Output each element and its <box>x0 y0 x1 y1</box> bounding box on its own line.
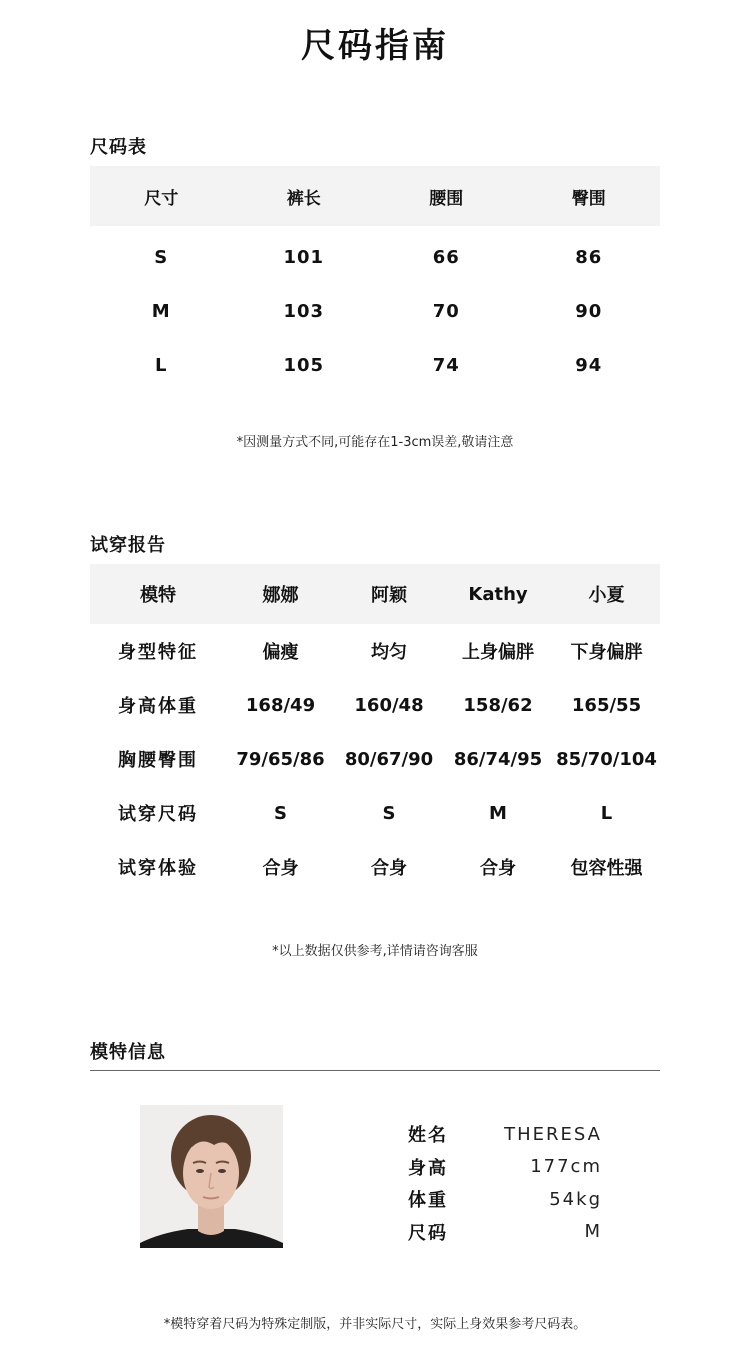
table-cell: 158/62 <box>463 694 533 716</box>
table-cell: 合身 <box>480 858 516 879</box>
table-cell: 70 <box>432 300 460 322</box>
table-row <box>90 678 660 732</box>
size-chart-note: *因测量方式不同,可能存在1-3cm误差,敬请注意 <box>236 435 514 450</box>
model-info-row <box>408 1118 602 1151</box>
table-row <box>90 732 660 786</box>
size-chart-header: 臀围 <box>571 188 606 209</box>
table-cell: 86/74/95 <box>453 748 543 770</box>
model-info-value: 54kg <box>549 1188 602 1210</box>
table-cell: 均匀 <box>371 642 407 663</box>
model-photo <box>140 1105 283 1248</box>
row-label: 身高体重 <box>118 696 198 717</box>
model-info-title: 模特信息 <box>90 1042 166 1063</box>
model-info-row <box>408 1216 602 1249</box>
table-cell: 105 <box>283 354 325 376</box>
table-cell: M <box>489 802 507 824</box>
table-row <box>90 338 660 392</box>
table-cell: 合身 <box>371 858 407 879</box>
table-cell: S <box>382 802 396 824</box>
table-cell: 94 <box>575 354 603 376</box>
model-info-value: 177cm <box>530 1156 602 1178</box>
model-info-label: 身高 <box>408 1157 448 1179</box>
table-cell: 90 <box>575 300 603 322</box>
table-cell: 86 <box>575 246 603 268</box>
table-cell: 80/67/90 <box>344 748 434 770</box>
table-cell: 101 <box>283 246 325 268</box>
row-label: 试穿尺码 <box>118 804 198 825</box>
size-chart-header: 尺寸 <box>144 188 179 209</box>
model-portrait-image <box>140 1105 283 1248</box>
section-divider <box>90 1070 660 1071</box>
size-chart-header: 腰围 <box>429 188 464 209</box>
model-info-list <box>408 1118 602 1248</box>
table-row <box>90 284 660 338</box>
table-cell: 偏瘦 <box>262 642 299 663</box>
fit-report-header: 小夏 <box>588 585 625 606</box>
table-cell: S <box>274 802 287 824</box>
table-cell: L <box>155 354 168 376</box>
table-cell: 165/55 <box>571 694 642 716</box>
size-chart-table <box>90 166 660 392</box>
table-cell: 74 <box>432 354 460 376</box>
row-label: 身型特征 <box>118 642 198 663</box>
fit-report-header: 娜娜 <box>262 585 299 606</box>
table-cell: 85/70/104 <box>556 748 657 770</box>
model-info-label: 姓名 <box>408 1125 448 1147</box>
table-cell: 66 <box>432 246 460 268</box>
table-row <box>90 840 660 894</box>
table-cell: S <box>154 246 169 268</box>
table-cell: L <box>600 802 613 824</box>
table-cell: 下身偏胖 <box>570 642 643 663</box>
fit-report-note: *以上数据仅供参考,详情请咨询客服 <box>272 944 478 959</box>
fit-report-header-row <box>90 564 660 624</box>
table-cell: 包容性强 <box>570 858 643 879</box>
size-chart-header: 裤长 <box>286 188 321 209</box>
size-chart-title: 尺码表 <box>90 137 147 158</box>
fit-report-header: 阿颖 <box>371 585 407 606</box>
fit-report-table <box>90 564 660 894</box>
table-cell: 103 <box>283 300 325 322</box>
model-info-value: M <box>584 1221 602 1243</box>
table-cell: 160/48 <box>354 694 424 716</box>
row-label: 试穿体验 <box>118 858 198 879</box>
table-row <box>90 624 660 678</box>
table-cell: 79/65/86 <box>236 748 325 770</box>
model-info-row <box>408 1183 602 1216</box>
model-info-value: THERESA <box>504 1123 602 1145</box>
page-title: 尺码指南 <box>301 26 449 66</box>
model-info-label: 体重 <box>408 1190 448 1212</box>
table-cell: M <box>151 300 171 322</box>
fit-report-header: 模特 <box>140 585 176 606</box>
model-info-note: *模特穿着尺码为特殊定制版，并非实际尺寸，实际上身效果参考尺码表。 <box>163 1317 587 1332</box>
table-row <box>90 226 660 284</box>
fit-report-title: 试穿报告 <box>90 535 166 556</box>
model-info-row <box>408 1151 602 1184</box>
size-chart-header-row <box>90 166 660 226</box>
fit-report-header: Kathy <box>468 583 528 605</box>
table-row <box>90 786 660 840</box>
model-info-label: 尺码 <box>408 1222 448 1244</box>
row-label: 胸腰臀围 <box>118 750 198 771</box>
table-cell: 合身 <box>262 858 299 879</box>
table-cell: 上身偏胖 <box>462 642 534 663</box>
table-cell: 168/49 <box>245 694 316 716</box>
